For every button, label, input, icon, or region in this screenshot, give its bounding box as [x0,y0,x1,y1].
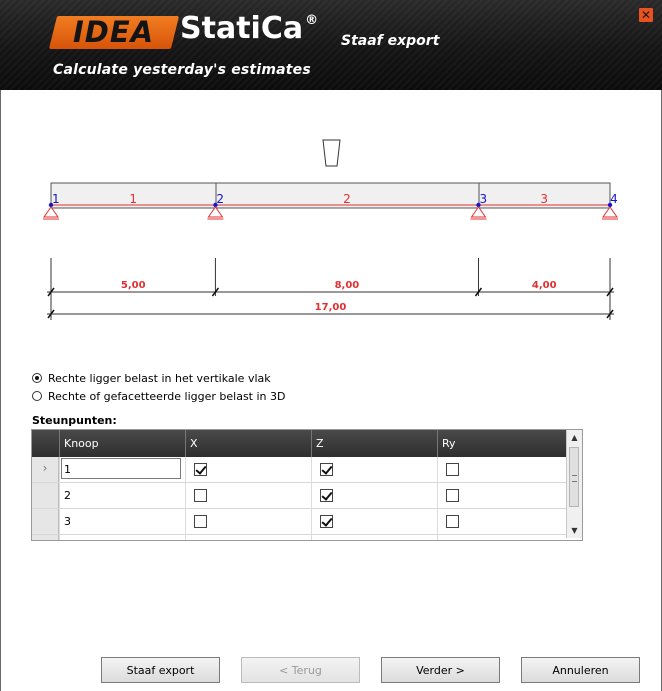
checkbox-ry[interactable] [446,489,459,502]
idea-logo [49,16,179,49]
app-header [0,0,662,90]
cancel-button[interactable]: Annuleren [521,657,640,683]
total-dimension-label: 17,00 [314,302,347,313]
cell-z[interactable] [311,483,437,508]
slogan: Calculate yesterday's estimates [53,62,311,78]
column-header-x[interactable]: X [185,430,311,457]
cell-knoop-value: 3 [64,515,71,528]
cell-knoop[interactable] [59,509,185,534]
dimension-label: 4,00 [531,280,557,291]
cell-knoop[interactable] [59,483,185,508]
radio-vertical-plane-label: Rechte ligger belast in het vertikale vlak [48,371,271,385]
row-header[interactable] [32,509,59,534]
node-label: 2 [216,192,225,206]
cell-ry[interactable] [437,457,566,482]
registered-mark: ® [305,13,319,28]
row-header-current[interactable] [32,457,59,482]
cell-x[interactable] [185,509,311,534]
cell-ry[interactable] [437,483,566,508]
radio-vertical-plane[interactable] [32,370,271,386]
table-row[interactable] [32,509,566,535]
grid-header [32,430,566,457]
table-row[interactable] [32,457,566,483]
scroll-down-arrow-icon[interactable]: ▼ [571,526,578,535]
beam-diagram [0,130,662,330]
cell-ry[interactable] [437,535,566,541]
column-header-ry[interactable]: Ry [437,430,566,457]
supports-grid[interactable] [31,429,583,541]
cell-z[interactable] [311,535,437,541]
checkbox-z[interactable] [320,463,333,476]
cell-x[interactable] [185,483,311,508]
cell-knoop[interactable] [59,457,185,482]
checkbox-x[interactable] [194,489,207,502]
span-label: 1 [129,192,138,206]
checkbox-z[interactable] [320,489,333,502]
node-label: 1 [52,192,60,206]
logo-idea-text: IDEA [73,15,155,49]
radio-vertical-plane-circle[interactable] [32,373,42,383]
back-button[interactable]: < Terug [241,657,360,683]
table-row[interactable] [32,483,566,509]
checkbox-ry[interactable] [446,515,459,528]
knoop-edit-field[interactable] [61,458,181,479]
cell-x[interactable] [185,535,311,541]
cell-z[interactable] [311,457,437,482]
column-header-knoop[interactable]: Knoop [59,430,185,457]
checkbox-ry[interactable] [446,463,459,476]
scroll-grip-icon [572,475,577,482]
logo-statica-word: StatiCa [180,11,304,46]
logo-statica-text [180,11,319,46]
span-label: 3 [540,192,549,206]
scroll-up-arrow-icon[interactable]: ▲ [571,433,578,442]
module-title: Staaf export [341,33,440,49]
checkbox-x[interactable] [194,515,207,528]
grid-corner [32,430,59,457]
close-icon: ✕ [640,8,652,22]
cell-ry[interactable] [437,509,566,534]
cell-knoop-value: 1 [64,463,71,476]
row-header[interactable] [32,535,59,541]
cell-knoop[interactable] [59,535,185,541]
radio-3d-faceted-circle[interactable] [32,391,42,401]
table-row-partial[interactable] [32,535,566,541]
grid-scrollbar[interactable] [566,430,582,538]
cell-z[interactable] [311,509,437,534]
checkbox-z[interactable] [320,515,333,528]
node-label: 3 [479,192,488,206]
checkbox-x[interactable] [194,463,207,476]
node-label: 4 [610,192,618,206]
staaf-export-button[interactable]: Staaf export [101,657,220,683]
span-label: 2 [343,192,351,206]
supports-section-title: Steunpunten: [32,414,117,427]
dimension-label: 5,00 [120,280,146,291]
close-button[interactable] [639,8,653,22]
cell-knoop-value: 2 [64,489,71,502]
cross-section-icon [323,140,340,166]
radio-3d-faceted[interactable] [32,388,285,404]
row-header[interactable] [32,483,59,508]
scroll-thumb[interactable] [569,447,579,507]
cell-x[interactable] [185,457,311,482]
next-button[interactable]: Verder > [381,657,500,683]
column-header-z[interactable]: Z [311,430,437,457]
row-pointer-icon: › [42,461,48,475]
dimension-label: 8,00 [334,280,360,291]
radio-3d-faceted-label: Rechte of gefacetteerde ligger belast in 3D [48,389,286,403]
